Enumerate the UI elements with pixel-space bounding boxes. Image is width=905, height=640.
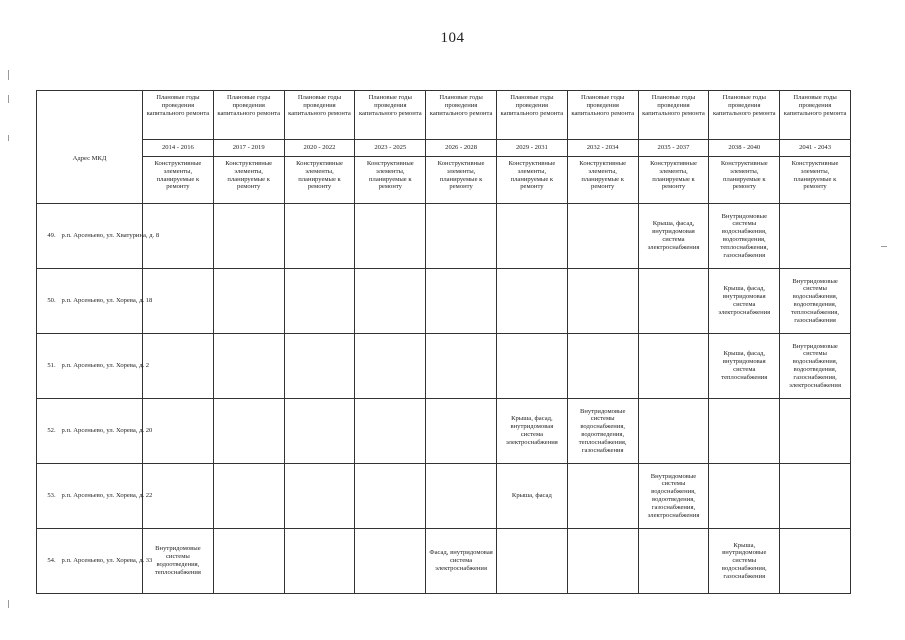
elements-heading: Конструктивные элементы, планируемые к ремонту bbox=[780, 157, 851, 204]
table-cell bbox=[355, 464, 426, 529]
page-number: 104 bbox=[440, 30, 465, 46]
period-years: 2038 - 2040 bbox=[709, 140, 780, 157]
period-heading: Плановые годы проведения капитального ремонта bbox=[567, 91, 638, 140]
period-years: 2017 - 2019 bbox=[213, 140, 284, 157]
table-cell bbox=[709, 399, 780, 464]
table-cell bbox=[143, 399, 214, 464]
row-number: 53. bbox=[47, 492, 56, 500]
address-text: р.п. Арсеньево, ул. Хорева, д. 22 bbox=[61, 491, 153, 499]
scan-mark-right bbox=[881, 246, 887, 247]
table-cell: Крыша, фасад, внутридомовая система электроснабжения bbox=[496, 399, 567, 464]
table-cell bbox=[567, 529, 638, 594]
table-cell: Внутридомовые системы водоснабжения, водоотведения, теплоснабжения, газоснабжения bbox=[709, 204, 780, 269]
row-number: 54. bbox=[47, 557, 56, 565]
row-number: 50. bbox=[47, 297, 56, 305]
elements-heading: Конструктивные элементы, планируемые к ремонту bbox=[496, 157, 567, 204]
period-years: 2041 - 2043 bbox=[780, 140, 851, 157]
period-heading: Плановые годы проведения капитального ремонта bbox=[355, 91, 426, 140]
address-text: р.п. Арсеньево, ул. Хорева, д. 33 bbox=[61, 556, 153, 564]
table-cell bbox=[496, 529, 567, 594]
period-years: 2020 - 2022 bbox=[284, 140, 355, 157]
table-row bbox=[37, 529, 851, 594]
scan-mark-left bbox=[8, 95, 9, 103]
table-cell: Внутридомовые системы водоснабжения, водоотведения, газоснабжения, электроснабжения bbox=[638, 464, 709, 529]
table-cell bbox=[355, 529, 426, 594]
address-text: р.п. Арсеньево, ул. Хорева, д. 20 bbox=[61, 426, 153, 434]
table-cell bbox=[284, 269, 355, 334]
table-cell bbox=[355, 334, 426, 399]
table-cell bbox=[213, 269, 284, 334]
elements-heading: Конструктивные элементы, планируемые к ремонту bbox=[284, 157, 355, 204]
period-heading: Плановые годы проведения капитального ремонта bbox=[638, 91, 709, 140]
period-heading: Плановые годы проведения капитального ремонта bbox=[284, 91, 355, 140]
table-cell bbox=[284, 464, 355, 529]
period-heading: Плановые годы проведения капитального ремонта bbox=[496, 91, 567, 140]
table-cell bbox=[284, 334, 355, 399]
address-column-header bbox=[37, 91, 143, 204]
address-column-label: Адрес МКД bbox=[72, 154, 107, 162]
capital-repair-table bbox=[36, 90, 851, 594]
table-cell bbox=[143, 269, 214, 334]
scan-mark-left bbox=[8, 135, 9, 141]
table-cell bbox=[143, 334, 214, 399]
table-cell bbox=[426, 334, 497, 399]
table-cell: Внутридомовые системы водоснабжения, водоотведения, газоснабжения, электроснабжения bbox=[780, 334, 851, 399]
header-row-elements bbox=[37, 157, 851, 204]
period-heading: Плановые годы проведения капитального ремонта bbox=[709, 91, 780, 140]
period-years: 2014 - 2016 bbox=[143, 140, 214, 157]
table-row bbox=[37, 334, 851, 399]
elements-heading: Конструктивные элементы, планируемые к ремонту bbox=[567, 157, 638, 204]
elements-heading: Конструктивные элементы, планируемые к ремонту bbox=[143, 157, 214, 204]
table-cell bbox=[567, 204, 638, 269]
address-text: р.п. Арсеньево, ул. Хорева, д. 2 bbox=[61, 361, 150, 369]
elements-heading: Конструктивные элементы, планируемые к ремонту bbox=[426, 157, 497, 204]
table-cell bbox=[355, 269, 426, 334]
table-cell bbox=[426, 399, 497, 464]
table-cell bbox=[496, 334, 567, 399]
table-cell bbox=[213, 334, 284, 399]
table-cell bbox=[567, 334, 638, 399]
table-cell: Внутридомовые системы водоотведения, теплоснабжения bbox=[143, 529, 214, 594]
table-row bbox=[37, 464, 851, 529]
table-cell bbox=[284, 529, 355, 594]
table-cell bbox=[567, 269, 638, 334]
table-cell bbox=[213, 204, 284, 269]
header-row-years bbox=[37, 140, 851, 157]
scan-mark-left bbox=[8, 600, 9, 608]
row-number: 49. bbox=[47, 232, 56, 240]
table-cell: Крыша, фасад, внутридомовая система теплоснабжения bbox=[709, 334, 780, 399]
period-years: 2023 - 2025 bbox=[355, 140, 426, 157]
table-cell bbox=[780, 529, 851, 594]
elements-heading: Конструктивные элементы, планируемые к ремонту bbox=[638, 157, 709, 204]
period-years: 2032 - 2034 bbox=[567, 140, 638, 157]
row-number: 51. bbox=[47, 362, 56, 370]
table-cell bbox=[709, 464, 780, 529]
address-cell bbox=[37, 464, 153, 529]
table-cell: Крыша, фасад, внутридомовая система электроснабжения bbox=[638, 204, 709, 269]
address-cell bbox=[37, 269, 153, 334]
table-cell: Внутридомовые системы водоснабжения, водоотведения, теплоснабжения, газоснабжения bbox=[567, 399, 638, 464]
elements-heading: Конструктивные элементы, планируемые к ремонту bbox=[709, 157, 780, 204]
table-cell bbox=[355, 204, 426, 269]
row-number: 52. bbox=[47, 427, 56, 435]
period-heading: Плановые годы проведения капитального ремонта bbox=[143, 91, 214, 140]
address-cell bbox=[37, 399, 153, 464]
period-years: 2035 - 2037 bbox=[638, 140, 709, 157]
table-cell bbox=[426, 464, 497, 529]
period-heading: Плановые годы проведения капитального ремонта bbox=[213, 91, 284, 140]
elements-heading: Конструктивные элементы, планируемые к ремонту bbox=[355, 157, 426, 204]
table-cell bbox=[780, 204, 851, 269]
table-cell bbox=[496, 269, 567, 334]
table-cell bbox=[213, 464, 284, 529]
table-cell bbox=[780, 464, 851, 529]
address-cell bbox=[37, 529, 153, 594]
table-cell bbox=[426, 269, 497, 334]
header-row-periods bbox=[37, 91, 851, 140]
table-cell: Крыша, внутридомовые системы водоснабжения, газоснабжения bbox=[709, 529, 780, 594]
table-cell bbox=[638, 529, 709, 594]
table-row bbox=[37, 269, 851, 334]
period-years: 2029 - 2031 bbox=[496, 140, 567, 157]
table-cell bbox=[496, 204, 567, 269]
table-cell bbox=[780, 399, 851, 464]
period-heading: Плановые годы проведения капитального ремонта bbox=[426, 91, 497, 140]
table-cell: Крыша, фасад, внутридомовая система электроснабжения bbox=[709, 269, 780, 334]
period-heading: Плановые годы проведения капитального ремонта bbox=[780, 91, 851, 140]
table-cell bbox=[638, 334, 709, 399]
table-row bbox=[37, 399, 851, 464]
table-cell bbox=[355, 399, 426, 464]
table-cell bbox=[143, 464, 214, 529]
table-cell bbox=[284, 204, 355, 269]
scan-mark-left bbox=[8, 70, 9, 80]
period-years: 2026 - 2028 bbox=[426, 140, 497, 157]
table-cell: Внутридомовые системы водоснабжения, водоотведения, теплоснабжения, газоснабжения bbox=[780, 269, 851, 334]
address-cell bbox=[37, 204, 160, 269]
elements-heading: Конструктивные элементы, планируемые к ремонту bbox=[213, 157, 284, 204]
address-text: р.п. Арсеньево, ул. Хватурина, д. 8 bbox=[61, 231, 160, 239]
table-cell: Фасад, внутридомовая система электроснабжения bbox=[426, 529, 497, 594]
address-cell bbox=[37, 334, 150, 399]
table-cell bbox=[284, 399, 355, 464]
table-row bbox=[37, 204, 851, 269]
table-cell bbox=[638, 269, 709, 334]
table-cell bbox=[426, 204, 497, 269]
table-cell bbox=[213, 399, 284, 464]
table-cell bbox=[567, 464, 638, 529]
address-text: р.п. Арсеньево, ул. Хорева, д. 18 bbox=[61, 296, 153, 304]
table-cell bbox=[638, 399, 709, 464]
table-cell: Крыша, фасад bbox=[496, 464, 567, 529]
table-cell bbox=[213, 529, 284, 594]
